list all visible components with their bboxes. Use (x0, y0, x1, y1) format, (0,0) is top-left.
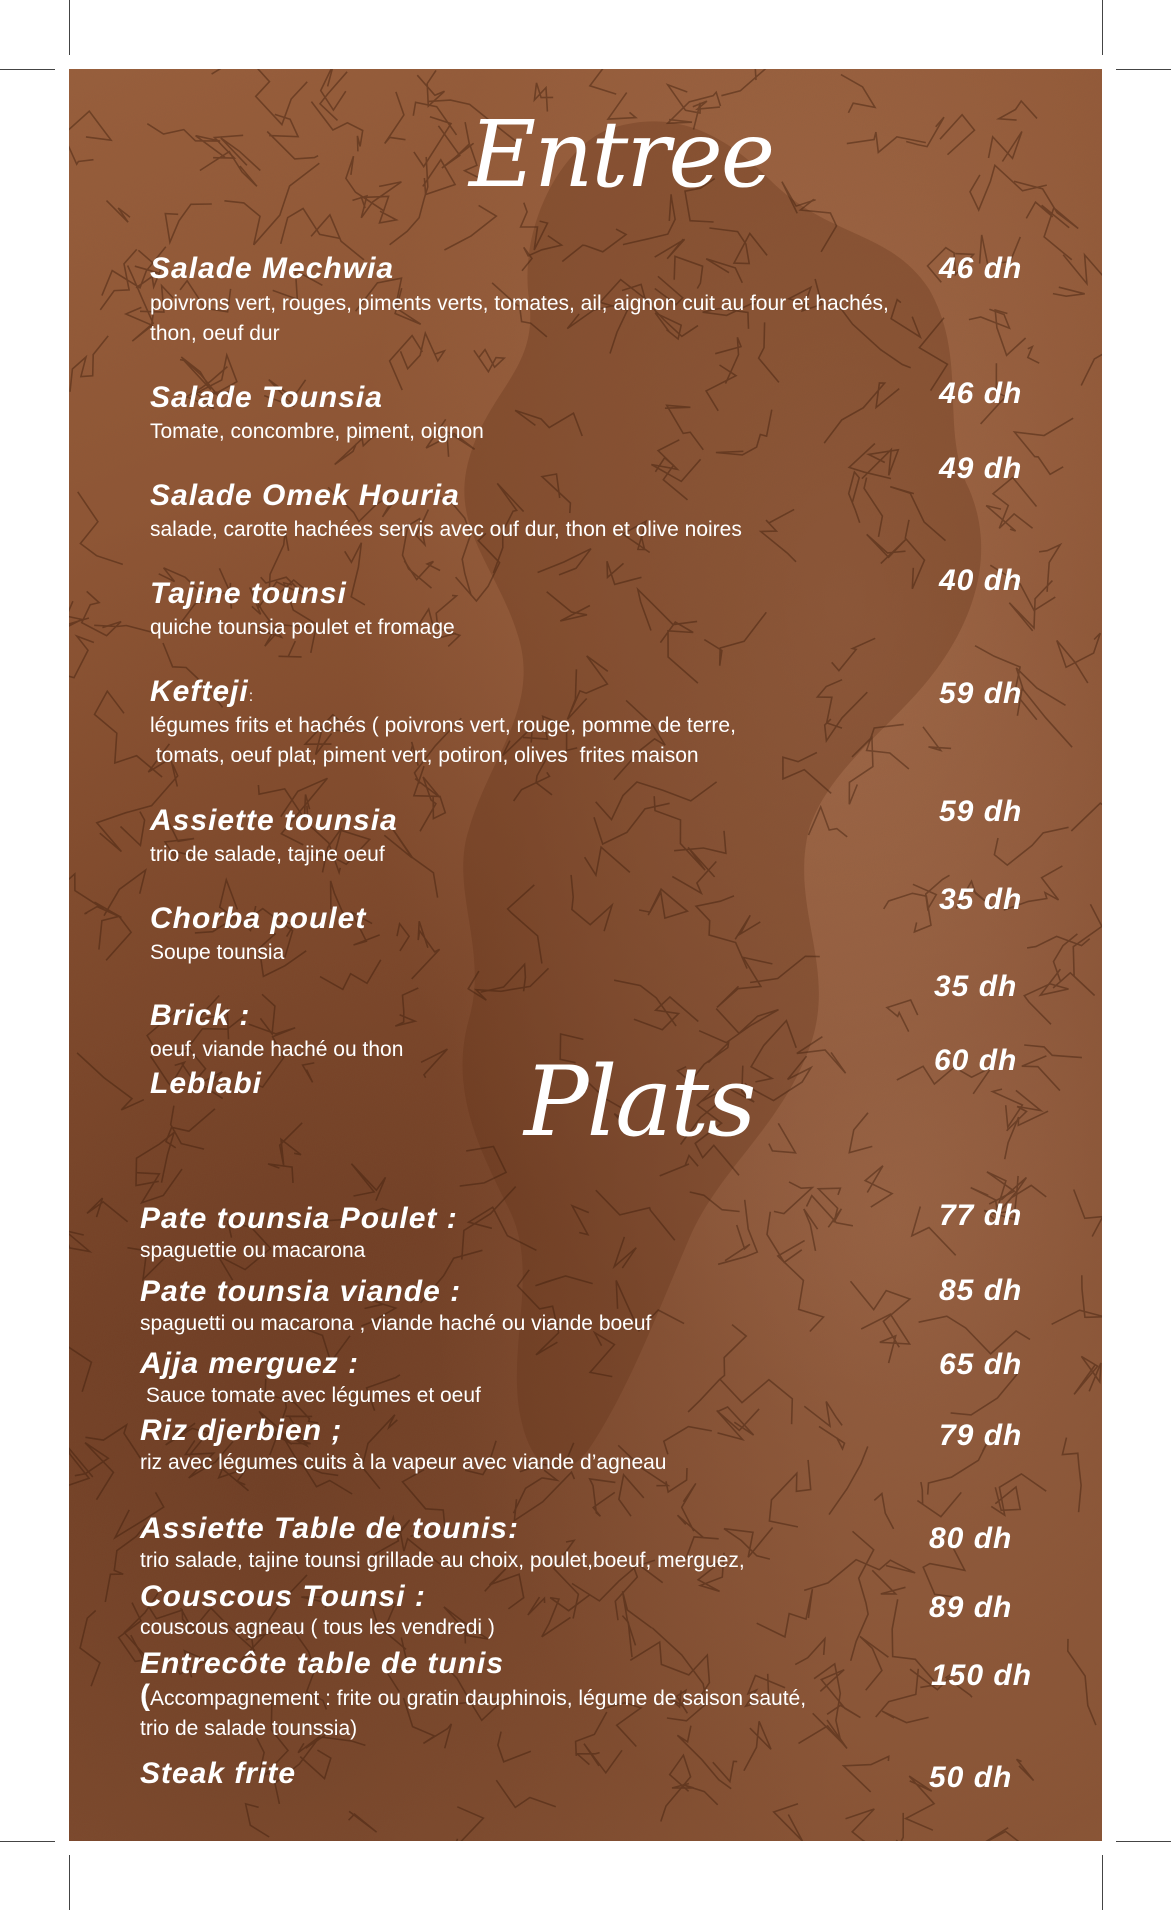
crop-mark (69, 0, 70, 55)
item-price: 35 dh (934, 970, 1018, 1003)
item-price: 46 dh (939, 377, 1023, 410)
item-price: 89 dh (929, 1591, 1013, 1624)
item-name: Entrecôte table de tunis (140, 1647, 505, 1680)
item-price: 85 dh (939, 1274, 1023, 1307)
item-description-line: trio de salade tounssia) (140, 1717, 358, 1740)
crop-mark (1102, 1855, 1103, 1910)
item-name: Salade Mechwia (150, 252, 395, 285)
item-name: Salade Omek Houria (150, 479, 460, 512)
entree-heading: Entree (469, 101, 774, 208)
crop-mark (1102, 0, 1103, 55)
item-name: Chorba poulet (150, 902, 367, 935)
item-description-text: Accompagnement : frite ou gratin dauphinois, légume de saison sauté, (150, 1687, 807, 1710)
item-description: spaguetti ou macarona , viande haché ou viande boeuf (140, 1312, 652, 1335)
item-description: Tomate, concombre, piment, oignon (150, 420, 484, 443)
item-name-suffix: : (248, 688, 255, 705)
item-price: 60 dh (934, 1044, 1018, 1077)
item-description: couscous agneau ( tous les vendredi ) (140, 1616, 495, 1639)
item-description: spaguettie ou macarona (140, 1239, 366, 1262)
item-name: Assiette Table de tounis: (140, 1512, 519, 1545)
item-price: 150 dh (931, 1659, 1033, 1692)
crop-mark (69, 1855, 70, 1910)
item-price: 50 dh (929, 1761, 1013, 1794)
item-name (150, 677, 254, 707)
item-description: quiche tounsia poulet et fromage (150, 616, 455, 639)
item-name: Riz djerbien ; (140, 1414, 343, 1447)
item-price: 46 dh (939, 252, 1023, 285)
crop-mark (0, 1841, 55, 1842)
item-name: Brick : (150, 999, 251, 1032)
item-name: Tajine tounsi (150, 577, 347, 610)
item-price: 77 dh (939, 1199, 1023, 1232)
item-description: trio de salade, tajine oeuf (150, 843, 385, 866)
item-description: oeuf, viande haché ou thon (150, 1038, 404, 1061)
menu-panel (69, 69, 1102, 1841)
item-price: 79 dh (939, 1419, 1023, 1452)
crop-mark (0, 69, 55, 70)
crop-mark (1116, 69, 1171, 70)
item-description: salade, carotte hachées servis avec ouf dur, thon et olive noires (150, 518, 742, 541)
item-name-text: Kefteji (150, 675, 249, 708)
item-price: 59 dh (939, 677, 1023, 710)
item-name: Pate tounsia viande : (140, 1275, 462, 1308)
item-description-line (140, 1681, 940, 1714)
item-description-line: légumes frits et hachés ( poivrons vert, rouge, pomme de terre, (150, 714, 736, 737)
item-name: Assiette tounsia (150, 804, 398, 837)
item-price: 80 dh (929, 1522, 1013, 1555)
item-price: 40 dh (939, 564, 1023, 597)
item-name: Ajja merguez : (140, 1347, 360, 1380)
item-price: 59 dh (939, 795, 1023, 828)
item-description-line: tomats, oeuf plat, piment vert, potiron, olives frites maison (150, 744, 699, 767)
item-name: Leblabi (150, 1067, 263, 1100)
item-description: Soupe tounsia (150, 941, 285, 964)
item-name: Steak frite (140, 1757, 297, 1790)
item-price: 49 dh (939, 452, 1023, 485)
item-description (150, 711, 910, 771)
item-name: Salade Tounsia (150, 381, 383, 414)
item-price: 65 dh (939, 1348, 1023, 1381)
crop-mark (1116, 1841, 1171, 1842)
open-paren: ( (140, 1679, 150, 1712)
item-description: riz avec légumes cuits à la vapeur avec viande d’agneau (140, 1451, 667, 1474)
plats-heading: Plats (524, 1046, 755, 1158)
item-price: 35 dh (939, 883, 1023, 916)
item-name: Pate tounsia Poulet : (140, 1202, 458, 1235)
item-name: Couscous Tounsi : (140, 1580, 426, 1613)
item-description: Sauce tomate avec légumes et oeuf (140, 1384, 481, 1407)
item-description: trio salade, tajine tounsi grillade au choix, poulet,boeuf, merguez, (140, 1549, 745, 1572)
item-description: poivrons vert, rouges, piments verts, tomates, ail, aignon cuit au four et hachés, thon, oeuf dur (150, 292, 889, 345)
item-description (140, 1681, 940, 1744)
